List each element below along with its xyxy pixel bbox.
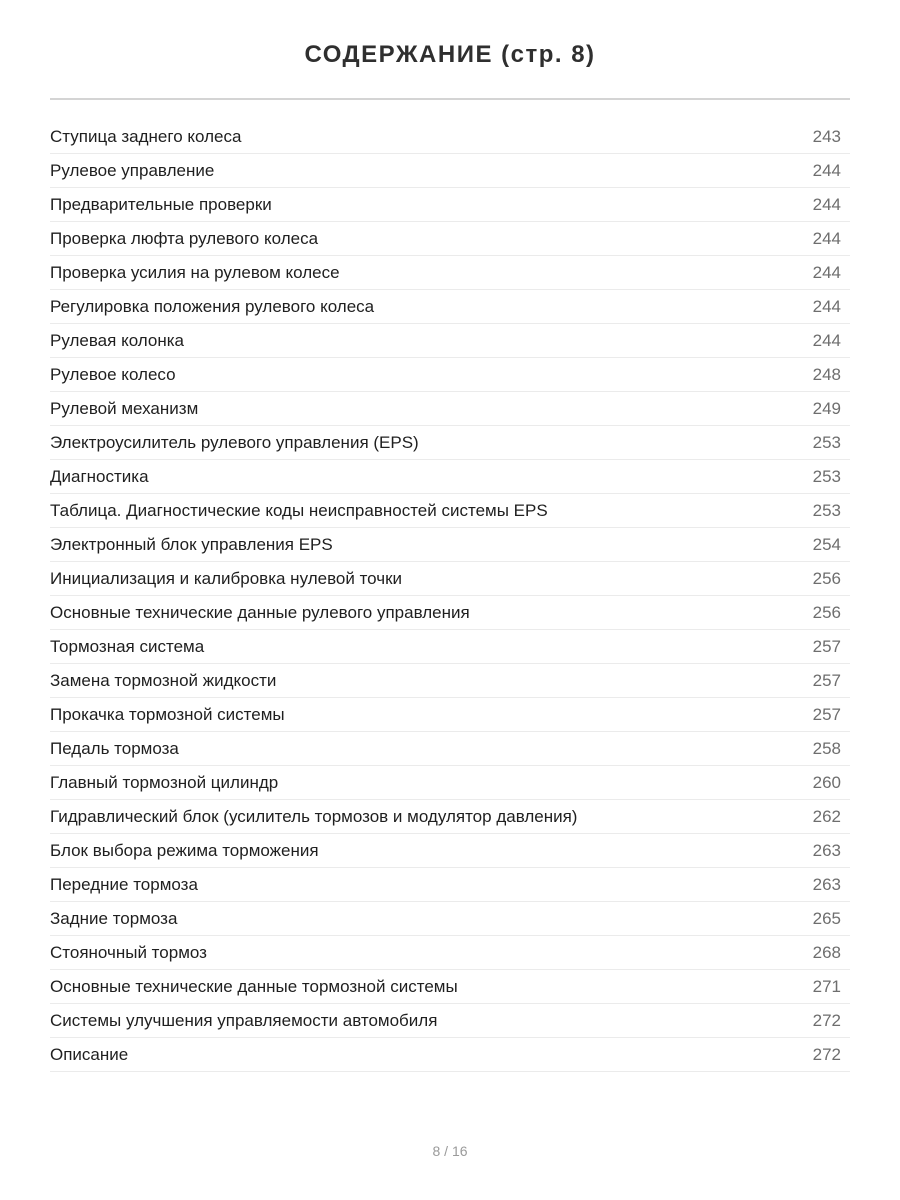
toc-entry-title: Проверка люфта рулевого колеса [50,228,319,248]
toc-entry-page-number: 271 [812,976,841,996]
toc-entry-title: Инициализация и калибровка нулевой точки [50,568,403,588]
toc-entry-page-number: 244 [812,194,841,214]
toc-entry-page-number: 260 [812,772,841,792]
toc-entry[interactable] [50,596,850,630]
toc-entry-title: Главный тормозной цилиндр [50,772,279,792]
toc-entry-title: Диагностика [50,466,149,486]
toc-entry-page-number: 254 [812,534,841,554]
toc-entry[interactable] [50,392,850,426]
toc-entry-page-number: 256 [812,568,841,588]
toc-entry[interactable] [50,290,850,324]
toc-entry-page-number: 265 [812,908,841,928]
toc-entry-page-number: 263 [812,874,841,894]
toc-entry[interactable] [50,460,850,494]
toc-entry-title: Регулировка положения рулевого колеса [50,296,375,316]
toc-entry-page-number: 244 [812,330,841,350]
toc-entry[interactable] [50,664,850,698]
toc-entry[interactable] [50,222,850,256]
toc-entry-title: Предварительные проверки [50,194,272,214]
title-divider [50,98,850,100]
toc-entry-title: Рулевое колесо [50,364,176,384]
toc-entry-title: Проверка усилия на рулевом колесе [50,262,340,282]
toc-entry[interactable] [50,120,850,154]
toc-entry-title: Прокачка тормозной системы [50,704,285,724]
toc-entry-page-number: 257 [812,636,841,656]
toc-entry-page-number: 253 [812,500,841,520]
toc-entry[interactable] [50,936,850,970]
toc-entry-page-number: 244 [812,296,841,316]
toc-entry-title: Ступица заднего колеса [50,126,242,146]
toc-entry-page-number: 256 [812,602,841,622]
toc-entry-title: Стояночный тормоз [50,942,207,962]
toc-entry[interactable] [50,630,850,664]
toc-entry-page-number: 244 [812,228,841,248]
toc-entry-title: Передние тормоза [50,874,198,894]
toc-entry-title: Системы улучшения управляемости автомобиля [50,1010,438,1030]
toc-entry-page-number: 243 [812,126,841,146]
toc-entry-page-number: 244 [812,160,841,180]
toc-entry[interactable] [50,868,850,902]
toc-entry-page-number: 268 [812,942,841,962]
toc-entry[interactable] [50,1038,850,1072]
toc-entry[interactable] [50,902,850,936]
toc-entry-title: Основные технические данные рулевого управления [50,602,470,622]
toc-entry-title: Рулевой механизм [50,398,199,418]
toc-entry[interactable] [50,188,850,222]
toc-entry[interactable] [50,324,850,358]
toc-entry-page-number: 258 [812,738,841,758]
toc-entry[interactable] [50,358,850,392]
toc-entry-page-number: 253 [812,432,841,452]
toc-entry-page-number: 272 [812,1010,841,1030]
toc-list [50,120,850,1072]
toc-entry[interactable] [50,698,850,732]
page-indicator: 8 / 16 [432,1143,468,1159]
toc-entry-title: Рулевая колонка [50,330,184,350]
toc-entry[interactable] [50,732,850,766]
toc-entry-title: Тормозная система [50,636,205,656]
toc-entry-title: Задние тормоза [50,908,178,928]
toc-entry-title: Электроусилитель рулевого управления (EPS) [50,432,419,452]
toc-entry[interactable] [50,562,850,596]
toc-entry-page-number: 244 [812,262,841,282]
toc-entry-title: Блок выбора режима торможения [50,840,319,860]
toc-entry[interactable] [50,154,850,188]
toc-entry-title: Электронный блок управления EPS [50,534,333,554]
page-title: СОДЕРЖАНИЕ (стр. 8) [304,41,596,68]
toc-entry-page-number: 249 [812,398,841,418]
toc-entry-title: Описание [50,1044,129,1064]
toc-entry[interactable] [50,494,850,528]
toc-entry-page-number: 248 [812,364,841,384]
toc-entry-page-number: 257 [812,704,841,724]
toc-entry-title: Замена тормозной жидкости [50,670,277,690]
toc-entry-title: Основные технические данные тормозной системы [50,976,458,996]
toc-entry-title: Педаль тормоза [50,738,179,758]
toc-entry-page-number: 257 [812,670,841,690]
toc-entry[interactable] [50,1004,850,1038]
toc-entry-page-number: 263 [812,840,841,860]
toc-entry[interactable] [50,528,850,562]
toc-entry-title: Рулевое управление [50,160,215,180]
toc-entry-page-number: 272 [812,1044,841,1064]
toc-entry[interactable] [50,256,850,290]
toc-entry[interactable] [50,970,850,1004]
toc-entry[interactable] [50,766,850,800]
toc-entry[interactable] [50,834,850,868]
toc-entry-title: Гидравлический блок (усилитель тормозов и модулятор давления) [50,806,578,826]
toc-entry-page-number: 253 [812,466,841,486]
toc-entry-title: Таблица. Диагностические коды неисправностей системы EPS [50,500,548,520]
toc-entry[interactable] [50,800,850,834]
toc-entry[interactable] [50,426,850,460]
toc-entry-page-number: 262 [812,806,841,826]
